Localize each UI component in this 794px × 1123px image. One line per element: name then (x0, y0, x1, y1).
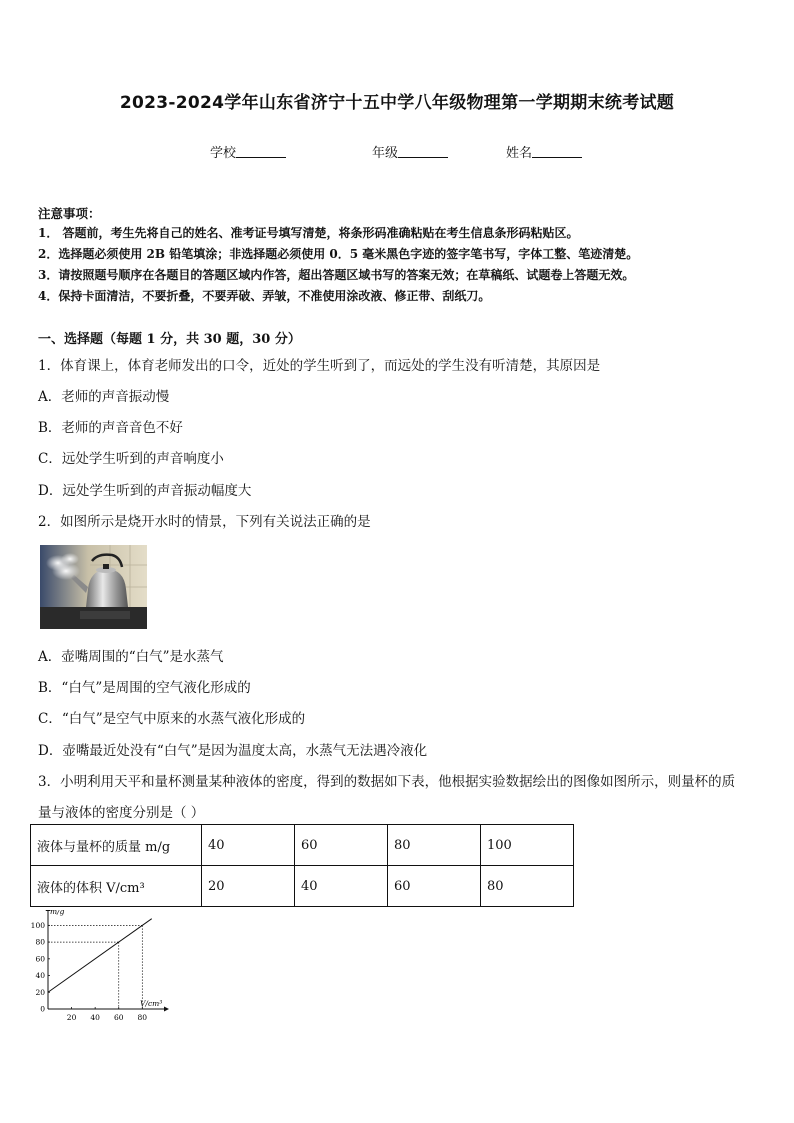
question-2-option-d: D．壶嘴最近处没有“白气”是因为温度太高，水蒸气无法遇冷液化 (38, 743, 428, 759)
school-field (210, 142, 286, 161)
y-tick-label: 100 (30, 920, 45, 930)
notice-heading: 注意事项： (38, 206, 101, 221)
question-2-stem: 2．如图所示是烧开水时的情景，下列有关说法正确的是 (38, 514, 371, 530)
question-2-option-b: B．“白气”是周围的空气液化形成的 (38, 680, 251, 696)
y-tick-label: 0 (40, 1004, 45, 1014)
table-cell: 40 (295, 866, 388, 907)
y-axis-label: m/g (50, 910, 65, 916)
notice-item-4: 4．保持卡面清洁，不要折叠，不要弄破、弄皱，不准使用涂改液、修正带、刮纸刀。 (38, 289, 491, 303)
section-heading: 一、选择题（每题 1 分，共 30 题，30 分） (38, 332, 301, 347)
mass-volume-graph (28, 910, 178, 1032)
grade-blank (398, 145, 448, 158)
y-tick-label: 60 (35, 954, 45, 964)
table-cell: 100 (481, 825, 574, 866)
y-tick-label: 80 (35, 937, 45, 947)
name-blank (532, 145, 582, 158)
question-3-stem-line-2: 量与液体的密度分别是（ ） (38, 805, 205, 821)
question-1-option-b: B．老师的声音音色不好 (38, 420, 183, 436)
x-tick-label: 40 (90, 1013, 100, 1022)
y-tick-label: 40 (35, 971, 45, 981)
y-tick-label: 20 (35, 987, 45, 997)
data-table (30, 824, 574, 907)
table-row (31, 866, 574, 907)
kettle-photo (40, 545, 147, 629)
table-row-label: 液体的体积 V/cm³ (31, 866, 202, 907)
table-cell: 60 (388, 866, 481, 907)
table-cell: 80 (481, 866, 574, 907)
question-1-option-d: D．远处学生听到的声音振动幅度大 (38, 483, 252, 499)
question-3-stem-line-1: 3．小明利用天平和量杯测量某种液体的密度，得到的数据如下表，他根据实验数据绘出的图像如图所示，则量杯的质 (38, 774, 736, 790)
x-tick-label: 60 (113, 1013, 124, 1022)
notice-item-3: 3．请按照题号顺序在各题目的答题区域内作答，超出答题区域书写的答案无效；在草稿纸、试题卷上答题无效。 (38, 268, 635, 282)
series-line (48, 919, 152, 993)
table-cell: 20 (202, 866, 295, 907)
table-cell: 80 (388, 825, 481, 866)
grade-field (372, 142, 448, 161)
x-axis-arrow (164, 1007, 169, 1012)
question-1-option-c: C．远处学生听到的声音响度小 (38, 451, 224, 467)
question-1-stem: 1．体育课上，体育老师发出的口令，近处的学生听到了，而远处的学生没有听清楚，其原因是 (38, 358, 601, 374)
notice-item-2: 2．选择题必须使用 2B 铅笔填涂；非选择题必须使用 0．5 毫米黑色字迹的签字笔书写，字体工整、笔迹清楚。 (38, 247, 639, 261)
paper-title: 2023-2024学年山东省济宁十五中学八年级物理第一学期期末统考试题 (119, 93, 675, 113)
grade-label: 年级 (372, 146, 399, 161)
table-row-label: 液体与量杯的质量 m/g (31, 825, 202, 866)
table-cell: 60 (295, 825, 388, 866)
name-field (506, 142, 582, 161)
question-1-option-a: A．老师的声音振动慢 (38, 389, 170, 405)
notice-item-1: 1． 答题前，考生先将自己的姓名、准考证号填写清楚，将条形码准确粘贴在考生信息条形码粘贴区。 (38, 226, 579, 240)
table-row (31, 825, 574, 866)
x-axis-label: V/cm³ (140, 999, 163, 1008)
name-label: 姓名 (506, 146, 533, 161)
x-tick-label: 20 (66, 1013, 77, 1022)
x-tick-label: 80 (137, 1013, 148, 1022)
question-2-option-c: C．“白气”是空气中原来的水蒸气液化形成的 (38, 711, 306, 727)
school-label: 学校 (210, 146, 237, 161)
question-2-option-a: A．壶嘴周围的“白气”是水蒸气 (38, 649, 224, 665)
school-blank (236, 145, 286, 158)
table-cell: 40 (202, 825, 295, 866)
